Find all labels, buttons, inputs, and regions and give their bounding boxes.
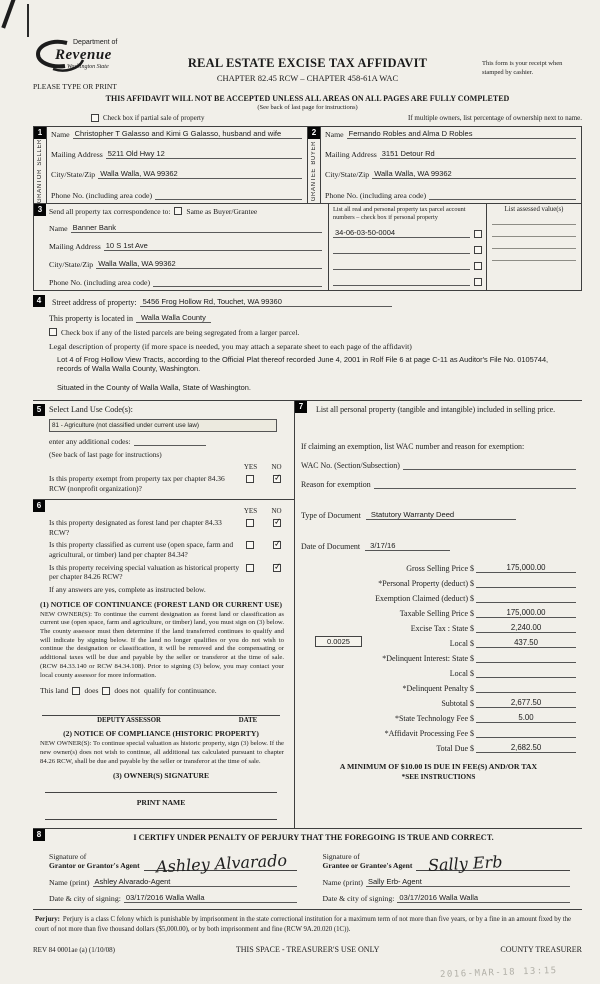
section-4-badge: 4 <box>33 295 45 307</box>
local-rate-box: 0.0025 <box>315 636 362 647</box>
legal-description-label: Legal description of property (if more space is needed, you may attach a separate sheet to each page of the affidavit) <box>49 341 412 351</box>
partial-sale-checkbox[interactable] <box>91 114 99 122</box>
corr-phone-field[interactable] <box>153 277 322 287</box>
buyer-mailing-field[interactable]: 3151 Detour Rd <box>380 149 576 159</box>
street-address-field[interactable]: 5456 Frog Hollow Rd, Touchet, WA 99360 <box>140 297 392 307</box>
parcel-number-field[interactable] <box>333 277 470 286</box>
logo-revenue-text: Revenue <box>55 47 112 63</box>
parties-row <box>33 126 582 204</box>
historic-no-checkbox[interactable] <box>273 561 282 573</box>
grantee-signature-line[interactable] <box>416 849 570 876</box>
check-mark: ✓ <box>273 473 282 484</box>
same-as-buyer-label: Same as Buyer/Grantee <box>186 206 258 216</box>
see-back-note: (See back of last page for instructions) <box>257 104 358 111</box>
corr-mailing-label: Mailing Address <box>49 242 101 252</box>
designation-section <box>33 500 294 828</box>
seller-side-label: SELLER <box>37 139 43 166</box>
buyer-name-label: Name <box>325 130 344 139</box>
treasurer-space-label: THIS SPACE - TREASURER'S USE ONLY <box>235 944 380 954</box>
excise-local-field[interactable]: 437.50 <box>476 638 576 648</box>
wac-no-label: WAC No. (Section/Subsection) <box>301 461 400 471</box>
taxable-price-label: Taxable Selling Price $ <box>399 609 474 619</box>
legal-description-text[interactable]: Lot 4 of Frog Hollow View Tracts, according to the Official Plat thereof recorded June 4, 2001 in Rolf File 6 at page C-11 as Auditor's File No. 0105744, records of Walla Walla County, Washington. <box>57 354 549 374</box>
seller-name-field[interactable]: Christopher T Galasso and Kimi G Galasso, husband and wife <box>73 129 302 139</box>
exempt-no-checkbox[interactable] <box>273 475 281 483</box>
section-6-badge: 6 <box>33 500 45 512</box>
grantee-date-label: Date & city of signing: <box>322 894 395 904</box>
excise-state-field[interactable]: 2,240.00 <box>476 623 576 633</box>
does-label: does <box>84 686 99 696</box>
assessed-value-field[interactable] <box>492 225 576 237</box>
tax-correspondence-section <box>33 204 582 291</box>
selling-price-section <box>295 401 582 828</box>
exempt-question: Is this property exempt from property tax per chapter 84.36 RCW (nonprofit organization)? <box>49 473 225 493</box>
additional-codes-label: enter any additional codes: <box>49 436 131 446</box>
county-treasurer-label: COUNTY TREASURER <box>500 944 582 954</box>
deputy-assessor-label: DEPUTY ASSESSOR <box>97 717 161 725</box>
doc-date-field[interactable]: 3/17/16 <box>365 541 450 551</box>
processing-fee-field[interactable] <box>476 728 576 738</box>
corr-phone-label: Phone No. (including area code) <box>49 277 151 287</box>
taxable-price-field[interactable]: 175,000.00 <box>476 608 576 618</box>
forest-land-question: Is this property designated as forest land per chapter 84.33 RCW? <box>49 518 222 537</box>
notice-compliance-text: NEW OWNER(S): To continue special valuation as historic property, sign (3) below. If the new owner(s) does not wish to continue, all additional tax calculated pursuant to chapter 84.26 RCW, shall be due and payable by the seller or transferor at the time of sale. <box>40 740 284 765</box>
tech-fee-field[interactable]: 5.00 <box>476 713 576 723</box>
corr-city-label: City/State/Zip <box>49 259 94 269</box>
total-due-field[interactable]: 2,682.50 <box>476 743 576 753</box>
segregated-label: Check box if any of the listed parcels are being segregated from a larger parcel. <box>61 327 300 337</box>
located-in-label: This property is located in <box>49 313 133 323</box>
buyer-section <box>307 127 581 203</box>
personal-property-checkbox-3[interactable] <box>474 262 482 270</box>
buyer-name-field[interactable]: Fernando Robles and Alma D Robles <box>347 129 576 139</box>
reason-exemption-label: Reason for exemption <box>301 480 371 490</box>
additional-codes-field[interactable] <box>134 437 206 446</box>
grantor-date-field[interactable]: 03/17/2016 Walla Walla <box>124 893 297 903</box>
assessed-values-header: List assessed value(s) <box>504 205 564 213</box>
street-address-label: Street address of property: <box>52 297 137 307</box>
print-name-line[interactable] <box>45 809 277 820</box>
corr-name-field[interactable]: Banner Bank <box>71 223 322 233</box>
grantor-date-label: Date & city of signing: <box>49 894 121 904</box>
parcel-number-field[interactable] <box>333 245 470 254</box>
grantee-signature-block <box>307 849 581 903</box>
same-as-buyer-checkbox[interactable] <box>174 207 182 215</box>
property-address-section <box>33 291 582 401</box>
forest-no-checkbox[interactable] <box>273 519 281 527</box>
segregated-checkbox[interactable] <box>49 328 57 336</box>
seller-city-field[interactable]: Walla Walla, WA 99362 <box>98 169 302 179</box>
tax-computation <box>301 558 576 753</box>
doc-date-label: Date of Document <box>301 542 361 552</box>
subtotal-label: Subtotal $ <box>441 699 474 709</box>
grantee-sig-label-2: Grantee or Grantee's Agent <box>322 861 413 871</box>
check-mark: ✓ <box>273 539 282 551</box>
wac-no-field[interactable] <box>403 460 576 470</box>
delinq-interest-state-label: *Delinquent Interest: State $ <box>382 654 474 664</box>
notice-continuance-text: NEW OWNER(S): To continue the current designation as forest land or classification as current use (open space, farm and agriculture, or timber) land, you must sign on (3) below. The county assessor must then determine if the land transferred continues to qualify and will indicate by signing below. If the land no longer qualifies or you do not wish to continue the designation or classification, it will be removed and the compensating or additional taxes will be due and payable by the seller or transferor at the time of sale. (RCW 84.33.140 or RCW 84.34.108). Prior to signing (3) below, you may contact your local county assessor for more information. <box>40 610 284 679</box>
minimum-due-note: A MINIMUM OF $10.00 IS DUE IN FEE(S) AND/OR TAX <box>339 762 538 772</box>
county-field[interactable]: Walla Walla County <box>136 313 211 323</box>
parcel-number-field[interactable]: 34-06-03-50-0004 <box>333 228 470 238</box>
delinq-interest-state-field[interactable] <box>476 653 576 663</box>
deputy-assessor-signature-line[interactable] <box>42 703 280 716</box>
does-checkbox[interactable] <box>72 687 80 695</box>
grantor-print-field[interactable]: Ashley Alvarado-Agent <box>93 877 297 887</box>
please-type-note: PLEASE TYPE OR PRINT <box>33 82 117 91</box>
exemption-intro: If claiming an exemption, list WAC number and reason for exemption: <box>301 442 525 452</box>
logo-dept-text: Department of <box>73 39 118 46</box>
seller-phone-label: Phone No. (including area code) <box>51 190 153 200</box>
yes-column-header: YES <box>243 507 258 516</box>
forest-yes-checkbox[interactable] <box>246 519 254 527</box>
form-subtitle: CHAPTER 82.45 RCW – CHAPTER 458-61A WAC <box>216 73 399 83</box>
grantee-signature: Sally Erb <box>427 852 504 876</box>
assessed-value-field[interactable] <box>492 237 576 249</box>
current-use-yes-checkbox[interactable] <box>246 541 254 549</box>
doc-type-label: Type of Document <box>301 511 361 521</box>
cashier-stamp: 2016-MAR-18 13:15 <box>440 965 559 981</box>
personal-property-checkbox-2[interactable] <box>474 246 482 254</box>
this-land-label: This land <box>40 686 69 696</box>
grantee-print-label: Name (print) <box>322 878 363 888</box>
exemption-deduct-field[interactable] <box>476 593 576 603</box>
section-1-badge: 1 <box>34 127 46 139</box>
buyer-city-field[interactable]: Walla Walla, WA 99362 <box>372 169 576 179</box>
grantee-side-label: GRANTEE <box>311 167 317 201</box>
grantee-date-field[interactable]: 03/17/2016 Walla Walla <box>397 893 570 903</box>
if-yes-note: If any answers are yes, complete as instructed below. <box>49 584 206 594</box>
grantee-sig-label-1: Signature of <box>322 851 360 861</box>
notice-continuance-title: (1) NOTICE OF CONTINUANCE (FOREST LAND OR CURRENT USE) <box>39 599 283 609</box>
grantor-signature-block <box>33 849 307 903</box>
scan-artifact <box>1 0 16 29</box>
section-5-badge: 5 <box>33 404 45 416</box>
form-header <box>33 36 582 94</box>
personal-property-label: List all personal property (tangible and intangible) included in selling price. <box>316 404 556 414</box>
yes-column-header: YES <box>243 462 258 471</box>
assessed-value-field[interactable] <box>492 249 576 261</box>
date-label: DATE <box>238 717 258 725</box>
personal-deduct-label: *Personal Property (deduct) $ <box>378 579 474 589</box>
print-name-label: PRINT NAME <box>136 798 186 808</box>
seller-section <box>34 127 307 203</box>
excise-local-label: Local $ <box>449 639 474 649</box>
owners-signature-label: (3) OWNER(S) SIGNATURE <box>112 771 210 781</box>
exemption-deduct-label: Exemption Claimed (deduct) $ <box>375 594 474 604</box>
seller-phone-field[interactable] <box>155 190 302 200</box>
seller-mailing-label: Mailing Address <box>51 150 103 160</box>
qualify-label: qualify for continuance. <box>143 686 217 696</box>
does-not-label: does not <box>114 686 140 696</box>
land-use-title: Select Land Use Code(s): <box>49 405 133 415</box>
corr-name-label: Name <box>49 224 68 234</box>
reason-exemption-field[interactable] <box>374 479 576 489</box>
certify-statement: I CERTIFY UNDER PENALTY OF PERJURY THAT THE FOREGOING IS TRUE AND CORRECT. <box>133 833 494 843</box>
exempt-yes-checkbox[interactable] <box>246 475 254 483</box>
gross-price-field[interactable]: 175,000.00 <box>476 563 576 573</box>
delinq-interest-local-field[interactable] <box>476 668 576 678</box>
check-mark: ✓ <box>273 561 282 573</box>
notice-compliance-title: (2) NOTICE OF COMPLIANCE (HISTORIC PROPERTY) <box>63 729 259 739</box>
perjury-notice <box>35 915 580 933</box>
grantor-signature-line[interactable] <box>144 849 297 877</box>
historic-yes-checkbox[interactable] <box>246 564 254 572</box>
form-number: REV 84 0001ae (a) (1/10/08) <box>33 945 115 954</box>
land-use-section <box>33 401 294 500</box>
total-due-label: Total Due $ <box>436 744 474 754</box>
personal-deduct-field[interactable] <box>476 578 576 588</box>
buyer-city-label: City/State/Zip <box>325 170 370 180</box>
owners-signature-line[interactable] <box>45 782 277 793</box>
certification-section <box>33 829 582 910</box>
delinq-interest-local-label: Local $ <box>449 669 474 679</box>
personal-property-checkbox-1[interactable] <box>474 230 482 238</box>
grantee-print-field[interactable]: Sally Erb- Agent <box>366 877 570 887</box>
partial-sale-label: Check box if partial sale of property <box>103 114 205 122</box>
section-7-badge: 7 <box>295 401 307 413</box>
delinq-penalty-label: *Delinquent Penalty $ <box>402 684 474 694</box>
current-use-question: Is this property classified as current use (open space, farm and agricultural, or timber) land per chapter 84.34? <box>49 540 234 560</box>
receipt-note: This form is your receipt when stamped by cashier. <box>482 60 563 76</box>
send-correspondence-label: Send all property tax correspondence to: <box>49 206 171 216</box>
parcel-number-field[interactable] <box>333 261 470 270</box>
excise-state-label: Excise Tax : State $ <box>410 624 474 634</box>
assessed-value-field[interactable] <box>492 213 576 225</box>
gross-price-label: Gross Selling Price $ <box>406 564 474 574</box>
processing-fee-label: *Affidavit Processing Fee $ <box>384 729 474 739</box>
corr-city-field[interactable]: Walla Walla, WA 99362 <box>96 259 322 269</box>
section-2-badge: 2 <box>308 127 320 139</box>
see-instructions-note: *SEE INSTRUCTIONS <box>401 773 476 782</box>
personal-property-checkbox-4[interactable] <box>474 278 482 286</box>
no-column-header: NO <box>271 507 282 516</box>
buyer-side-label: BUYER <box>311 140 317 165</box>
check-mark: ✓ <box>273 517 282 528</box>
delinq-penalty-field[interactable] <box>476 683 576 693</box>
grantor-sig-label-2: Grantor or Grantor's Agent <box>49 861 140 871</box>
multiple-owners-note: If multiple owners, list percentage of ownership next to name. <box>408 114 582 122</box>
buyer-phone-label: Phone No. (including area code) <box>325 190 427 200</box>
section-8-badge: 8 <box>33 829 45 841</box>
situated-text: Situated in the County of Walla Walla, State of Washington. <box>57 382 251 392</box>
historic-question: Is this property receiving special valuation as historical property per chapter 84.26 RCW? <box>49 562 240 582</box>
subtotal-field[interactable]: 2,677.50 <box>476 698 576 708</box>
perjury-bold: Perjury: <box>35 916 60 924</box>
corr-mailing-field[interactable]: 10 S 1st Ave <box>104 241 322 251</box>
see-back-note-5: (See back of last page for instructions) <box>49 449 162 459</box>
does-not-checkbox[interactable] <box>102 687 110 695</box>
grantor-print-label: Name (print) <box>49 878 90 888</box>
logo-state-text: Washington State <box>67 64 109 70</box>
grantor-signature: Ashley Alvarado <box>155 850 288 877</box>
parcel-numbers-header: List all real and personal property tax parcel account numbers – check box if personal property <box>333 205 466 221</box>
scan-artifact <box>27 4 29 37</box>
form-title: REAL ESTATE EXCISE TAX AFFIDAVIT <box>187 56 428 70</box>
buyer-mailing-label: Mailing Address <box>325 150 377 160</box>
seller-name-label: Name <box>51 130 70 139</box>
no-column-header: NO <box>271 462 282 471</box>
doc-type-field[interactable]: Statutory Warranty Deed <box>366 510 516 520</box>
seller-city-label: City/State/Zip <box>51 170 96 180</box>
seller-mailing-field[interactable]: 5211 Old Hwy 12 <box>106 149 302 159</box>
section-3-badge: 3 <box>34 204 46 216</box>
grantor-sig-label-1: Signature of <box>49 851 87 861</box>
current-use-no-checkbox[interactable] <box>273 541 281 549</box>
grantor-side-label: GRANTOR <box>37 168 43 203</box>
land-use-code-select[interactable]: 81 - Agriculture (not classified under current use law) <box>49 419 277 432</box>
buyer-phone-field[interactable] <box>429 190 576 200</box>
warning-line: THIS AFFIDAVIT WILL NOT BE ACCEPTED UNLESS ALL AREAS ON ALL PAGES ARE FULLY COMPLETED <box>105 94 510 103</box>
perjury-text: Perjury is a class C felony which is punishable by imprisonment in the state correctional institution for a maximum term of not more than five years, or by a fine in an amount fixed by the court of not more than five thousand dollars ($5,000.00), or by both imprisonment and fine (RCW 9A.20.020 (1C)). <box>35 916 572 933</box>
tech-fee-label: *State Technology Fee $ <box>394 714 474 724</box>
